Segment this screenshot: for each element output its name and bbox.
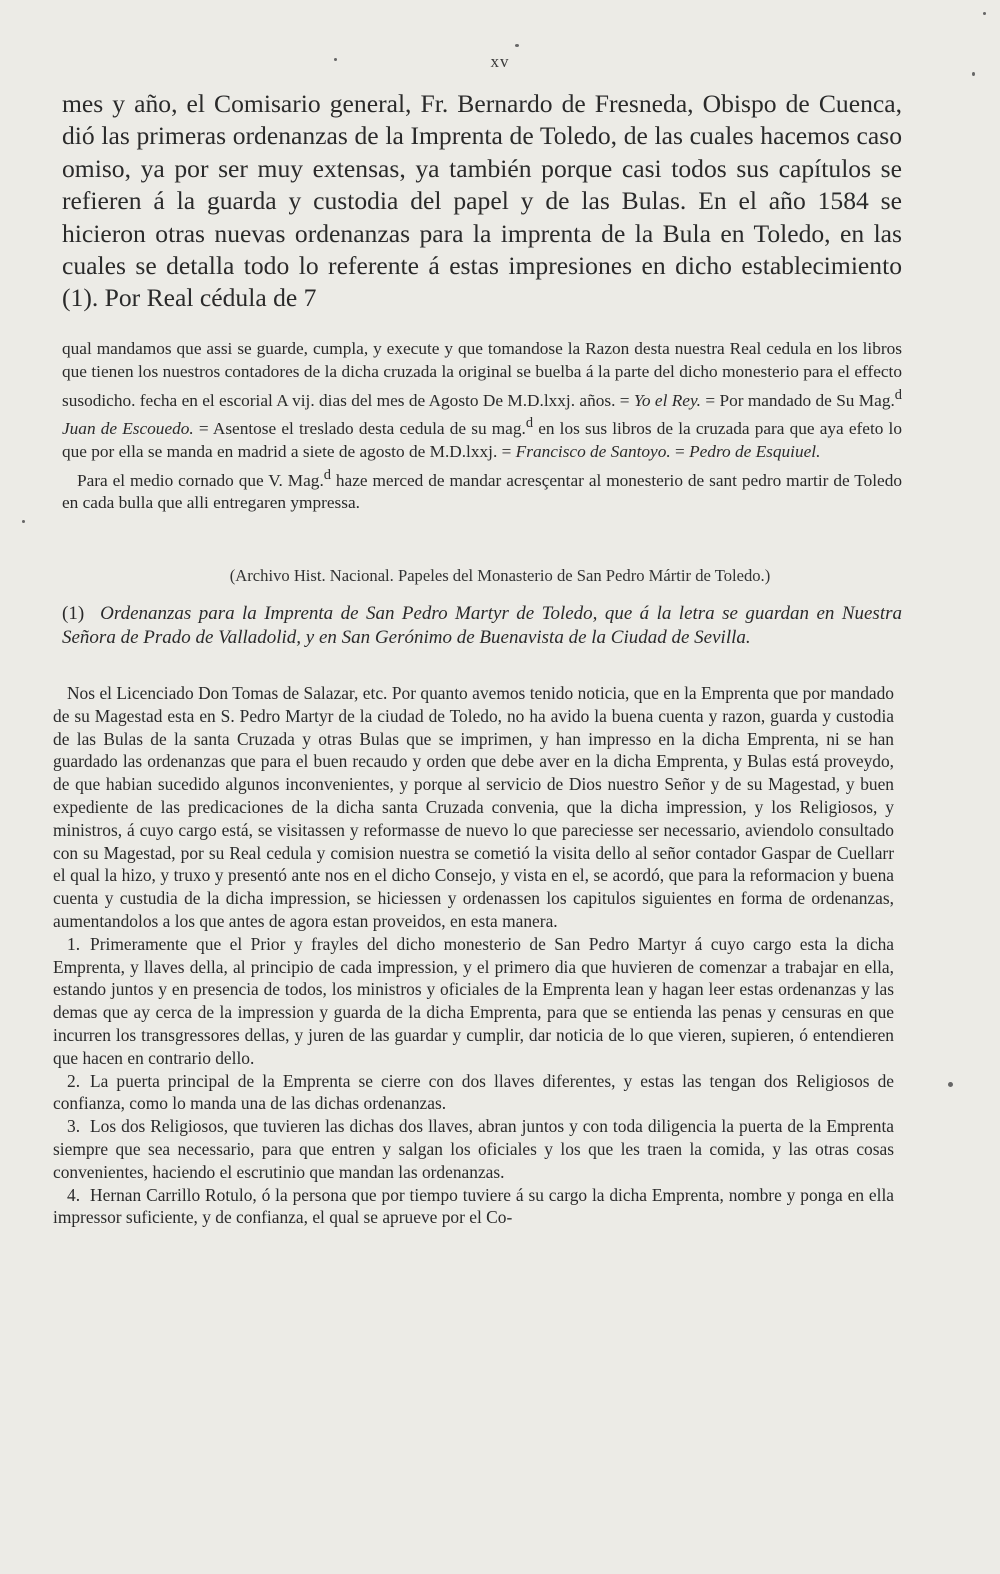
- ordinance-text: Hernan Carrillo Rotulo, ó la persona que por tiempo tuviere á su cargo la dicha Emprenta, nombre y ponga en ella impressor suficiente, y de confianza, el qual se aprueve por el Co-: [53, 1184, 894, 1228]
- paper-speck: [983, 12, 986, 15]
- ordinance-number: 4.: [67, 1184, 81, 1205]
- paper-speck: [22, 520, 25, 523]
- superscript: d: [323, 466, 331, 483]
- ordinance-item: [53, 1184, 894, 1230]
- signature-escouedo: Juan de Escouedo.: [62, 418, 194, 438]
- separator: =: [615, 390, 634, 410]
- ordinance-text: La puerta principal de la Emprenta se cierre con dos llaves diferentes, y estas las tengan dos Religiosos de confianza, como lo manda una de las dichas ordenanzas.: [53, 1070, 894, 1114]
- ordinance-item: [53, 1070, 894, 1116]
- footnote-mark: (1): [62, 603, 85, 624]
- paper-speck: [972, 72, 975, 76]
- signature-king: Yo el Rey.: [633, 390, 701, 410]
- quoted-document: [62, 338, 902, 515]
- document-text: = Por mandado de Su Mag.: [701, 390, 895, 410]
- signature-esquiuel: Pedro de Esquiuel.: [689, 441, 821, 461]
- paper-speck: [334, 58, 337, 61]
- signature-santoyo: Francisco de Santoyo.: [515, 441, 671, 461]
- page-number: xv: [490, 52, 510, 71]
- separator: =: [670, 441, 690, 461]
- ordinance-number: 3.: [67, 1116, 81, 1137]
- document-paragraph: [62, 464, 902, 515]
- document-text: qual mandamos que assi se guarde, cumpla, y execute y que tomandose la Razon desta nuestra Real cedula en los libros que tienen los nuestros contadores de la dicha cruzada la original se buelba á la parte del dicho monesterio para el effecto susodicho. fecha en el escorial A vij. dias del mes de Agosto De M.D.lxxj. años.: [62, 339, 902, 410]
- footnote-heading: [62, 602, 902, 649]
- paper-speck: [515, 44, 519, 47]
- ordinance-number: 1.: [67, 933, 81, 954]
- ordinance-item: [53, 1115, 894, 1183]
- ordinance-intro: Nos el Licenciado Don Tomas de Salazar, etc. Por quanto avemos tenido noticia, que en la Emprenta que por mandado de su Magestad esta en S. Pedro Martyr de la ciudad de Toledo, no ha avido la buena cuenta y razon, guarda y custodia de las Bulas de la santa Cruzada y otras Bulas que se imprimen, y han impresso en la dicha Emprenta, ni se han guardado las ordenanzas que para el buen recaudo y orden que debe aver en la dicha Emprenta, y Bulas está proveydo, de que habian sucedido algunos inconvenientes, y porque al servicio de Dios nuestro Señor y de su Magestad, y buen expediente de las predicaciones de la dicha santa Cruzada convenia, que la dicha impression, y los Religiosos, y ministros, á cuyo cargo está, se visitassen y reformasse de nuevo lo que pareciesse ser necessario, aviendolo consultado con su Magestad, por su Real cedula y comision nuestra se cometió la visita dello al señor contador Gaspar de Cuellarr el qual la hizo, y truxo y presentó ante nos en el dicho Consejo, y vista en el, se acordó, que para la reformacion y buena cuenta y custudia de la dicha impression, se hiciessen y ordenassen los capitulos siguientes en forma de ordenanzas, aumentandolos a los que antes de agora estan proveidos, en esta manera.: [53, 683, 894, 931]
- document-paragraph: [62, 338, 902, 464]
- ordinance-number: 2.: [67, 1070, 81, 1091]
- document-text: = Asentose el treslado desta cedula de su mag.: [193, 418, 526, 438]
- ordinances: [53, 682, 894, 1229]
- document-text: haze merced de mandar acresçentar al monesterio de sant pedro martir de Toledo en cada bulla que alli entregaren ympressa.: [62, 470, 902, 513]
- superscript: d: [894, 386, 902, 403]
- footnote-title: Ordenanzas para la Imprenta de San Pedro Martyr de Toledo, que á la letra se guardan en Nuestra Señora de Prado de Valladolid, y en San Gerónimo de Buenavista de la Ciudad de Sevilla.: [62, 603, 902, 648]
- superscript: d: [525, 415, 534, 432]
- document-text: en los sus libros de la cruzada para que aya efeto lo que por ella se manda en madrid a siete de agosto de M.D.lxxj. =: [62, 418, 902, 461]
- ordinance-text: Primeramente que el Prior y frayles del dicho monesterio de San Pedro Martyr á cuyo cargo esta la dicha Emprenta, y llaves della, al principio de cada impression, y el primero dia que huvieren de comenzar a trabajar en ella, estando juntos y en presencia de todos, los ministros y oficiales de la Emprenta lean y hagan leer estas ordenanzas y las demas que ay cerca de la impression y guarda de la dicha Emprenta, para que se entienda las penas y censuras en que incurren los transgressores dellas, y juren de las guardar y cumplir, dar noticia de lo que vieren, supieren, ó entendieren que hacen en contrario dello.: [53, 933, 894, 1068]
- ordinance-item: [53, 933, 894, 1070]
- archive-source: (Archivo Hist. Nacional. Papeles del Monasterio de San Pedro Mártir de Toledo.): [229, 566, 771, 585]
- body-text: mes y año, el Comisario general, Fr. Bernardo de Fresneda, Obispo de Cuenca, dió las primeras ordenanzas de la Imprenta de Toledo, de las cuales hacemos caso omiso, ya por ser muy extensas, ya también porque casi todos sus capítulos se refieren á la guarda y custodia del papel y de las Bulas. En el año 1584 se hicieron otras nuevas ordenanzas para la imprenta de la Bula en Toledo, en las cuales se detalla todo lo referente á estas impresiones en dicho establecimiento (1). Por Real cédula de 7: [62, 89, 902, 313]
- paper-speck: [948, 1082, 953, 1087]
- ordinance-text: Los dos Religiosos, que tuvieren las dichas dos llaves, abran juntos y con toda diligencia la puerta de la Emprenta siempre que sea necessario, para que entren y salgan los oficiales y los que les traen la comida, y las otras cosas convenientes, haciendo el escrutinio que mandan las ordenanzas.: [53, 1116, 894, 1182]
- document-text: Para el medio cornado que V. Mag.: [77, 470, 324, 490]
